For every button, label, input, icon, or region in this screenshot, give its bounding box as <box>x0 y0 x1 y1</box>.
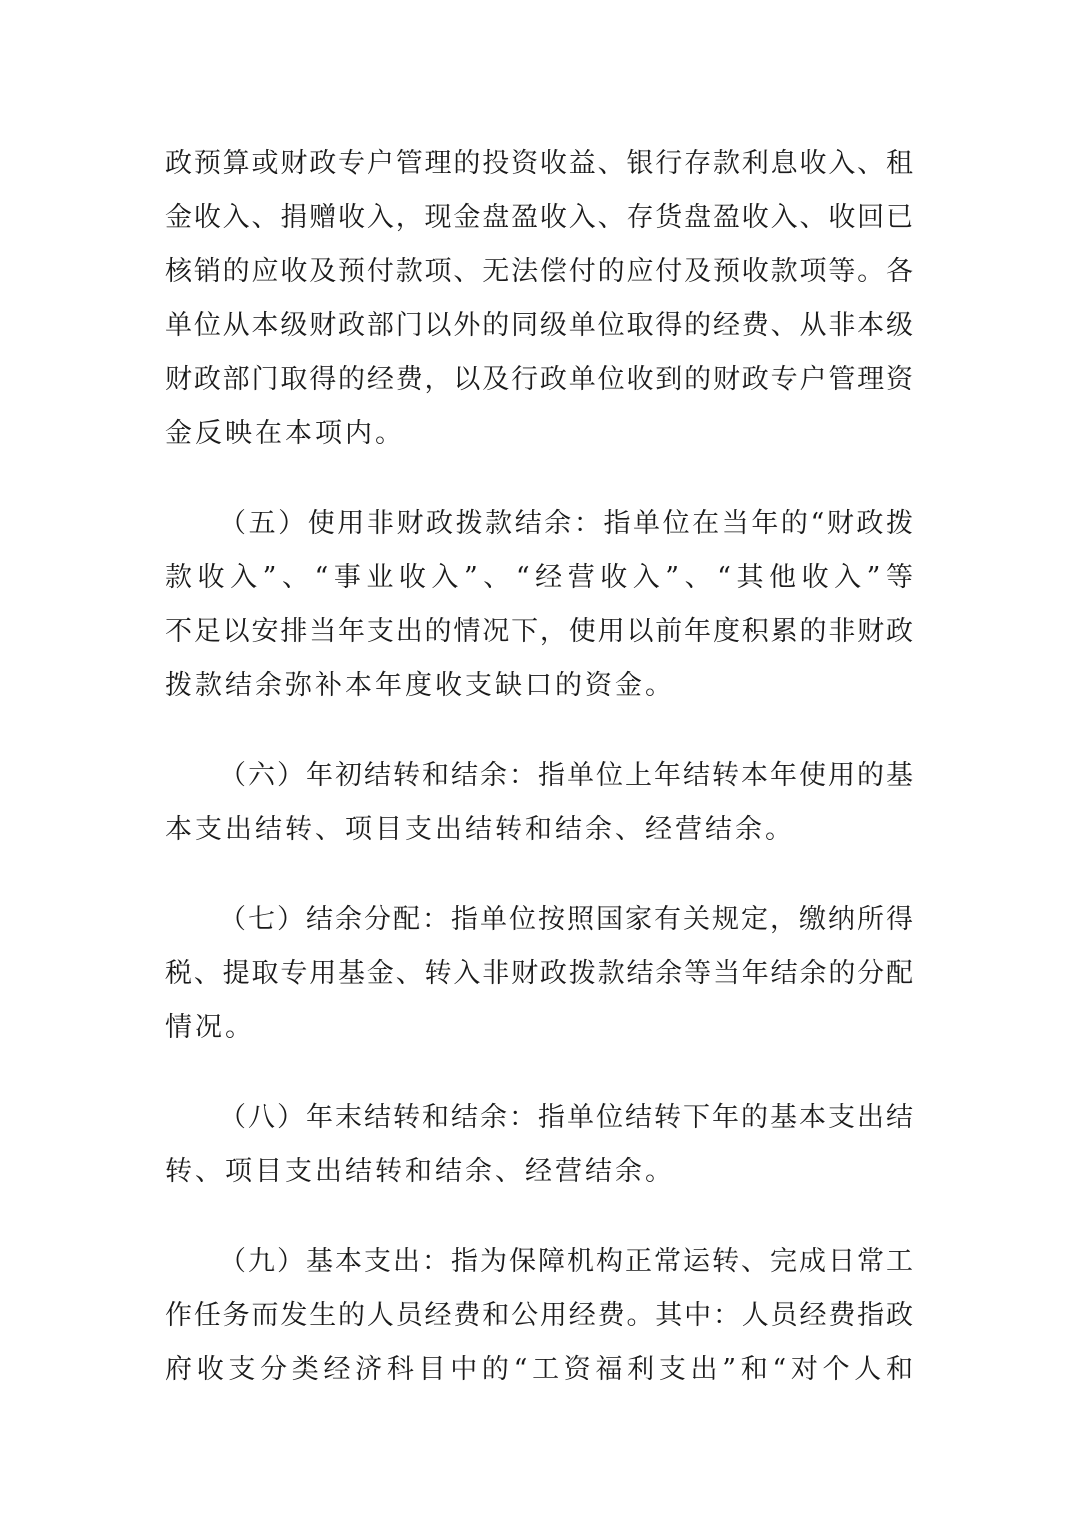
paragraph-5 <box>165 497 913 713</box>
paragraph-gap <box>165 857 913 893</box>
text-line: 款收入”、“事业收入”、“经营收入”、“其他收入”等 <box>165 562 913 593</box>
paragraph-8 <box>165 1091 913 1199</box>
paragraph-7 <box>165 893 913 1055</box>
text-line: 转、项目支出结转和结余、经营结余。 <box>165 1156 675 1187</box>
text-line: （八）年末结转和结余：指单位结转下年的基本支出结 <box>219 1102 913 1133</box>
paragraph-gap <box>165 1055 913 1091</box>
text-line: 作任务而发生的人员经费和公用经费。其中：人员经费指政 <box>165 1300 913 1331</box>
paragraph-9 <box>165 1235 913 1397</box>
paragraph-gap <box>165 1199 913 1235</box>
text-line: （九）基本支出：指为保障机构正常运转、完成日常工 <box>219 1246 913 1277</box>
paragraph-continued <box>165 137 913 461</box>
text-line: 不足以安排当年支出的情况下，使用以前年度积累的非财政 <box>165 616 913 647</box>
text-line: 府收支分类经济科目中的“工资福利支出”和“对个人和 <box>165 1354 913 1385</box>
document-body <box>165 137 913 1397</box>
text-line: 税、提取专用基金、转入非财政拨款结余等当年结余的分配 <box>165 958 913 989</box>
text-line: 拨款结余弥补本年度收支缺口的资金。 <box>165 670 675 701</box>
text-line: （五）使用非财政拨款结余：指单位在当年的“财政拨 <box>219 508 913 539</box>
paragraph-gap <box>165 461 913 497</box>
text-line: 政预算或财政专户管理的投资收益、银行存款利息收入、租 <box>165 148 913 179</box>
text-line: （七）结余分配：指单位按照国家有关规定，缴纳所得 <box>219 904 913 935</box>
text-line: 核销的应收及预付款项、无法偿付的应付及预收款项等。各 <box>165 256 913 287</box>
text-line: 财政部门取得的经费，以及行政单位收到的财政专户管理资 <box>165 364 913 395</box>
text-line: 单位从本级财政部门以外的同级单位取得的经费、从非本级 <box>165 310 913 341</box>
text-line: 金收入、捐赠收入，现金盘盈收入、存货盘盈收入、收回已 <box>165 202 913 233</box>
text-line: （六）年初结转和结余：指单位上年结转本年使用的基 <box>219 760 913 791</box>
paragraph-6 <box>165 749 913 857</box>
text-line: 情况。 <box>165 1012 255 1043</box>
paragraph-gap <box>165 713 913 749</box>
text-line: 金反映在本项内。 <box>165 418 405 449</box>
text-line: 本支出结转、项目支出结转和结余、经营结余。 <box>165 814 795 845</box>
